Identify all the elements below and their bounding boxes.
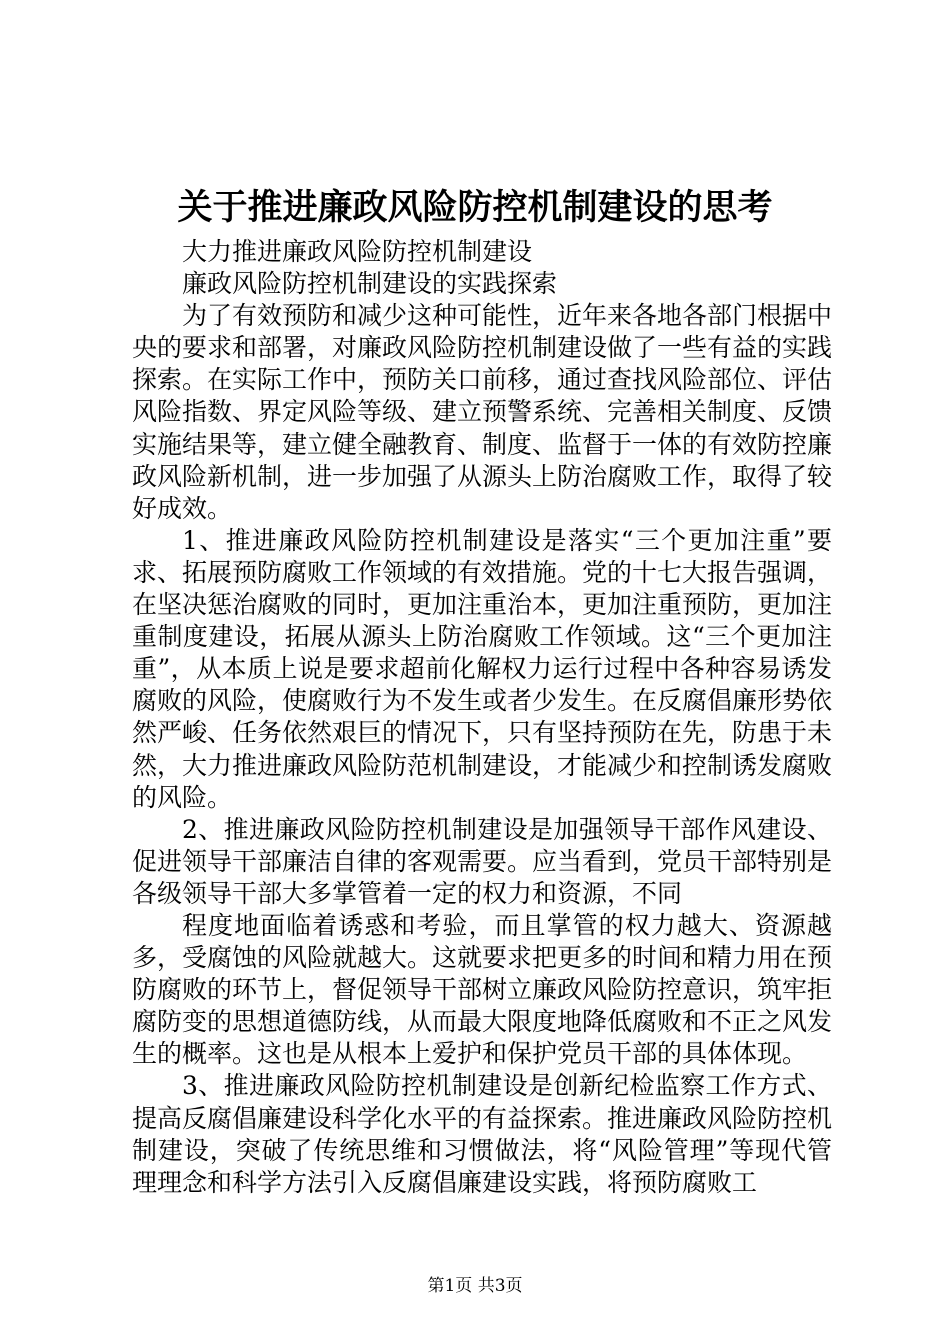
subtitle-1: 大力推进廉政风险防控机制建设 [182, 237, 533, 266]
paragraph-intro: 为了有效预防和减少这种可能性，近年来各地各部门根据中央的要求和部署，对廉政风险防控机制建设做了一些有益的实践探索。在实际工作中，预防关口前移，通过查找风险部位、评估风险指数、界定风险等级、建立预警系统、完善相关制度、反馈实施结果等，建立健全融教育、制度、监督于一体的有效防控廉政风险新机制，进一步加强了从源头上防治腐败工作，取得了较好成效。 [132, 301, 833, 523]
document-title: 关于推进廉政风险防控机制建设的思考 [177, 187, 773, 228]
paragraph-point-1: 1、推进廉政风险防控机制建设是落实“三个更加注重”要求、拓展预防腐败工作领域的有效措施。党的十七大报告强调，在坚决惩治腐败的同时，更加注重治本，更加注重预防，更加注重制度建设，拓展从源头上防治腐败工作领域。这“三个更加注重”，从本质上说是要求超前化解权力运行过程中各种容易诱发腐败的风险，使腐败行为不发生或者少发生。在反腐倡廉形势依然严峻、任务依然艰巨的情况下，只有坚持预防在先，防患于未然，大力推进廉政风险防范机制建设，才能减少和控制诱发腐败的风险。 [132, 525, 833, 812]
paragraph-point-3: 3、推进廉政风险防控机制建设是创新纪检监察工作方式、提高反腐倡廉建设科学化水平的有益探索。推进廉政风险防控机制建设，突破了传统思维和习惯做法，将“风险管理”等现代管理理念和科学方法引入反腐倡廉建设实践，将预防腐败工 [132, 1071, 833, 1197]
paragraph-point-2: 2、推进廉政风险防控机制建设是加强领导干部作风建设、促进领导干部廉洁自律的客观需要。应当看到，党员干部特别是各级领导干部大多掌管着一定的权力和资源，不同 [132, 814, 833, 908]
page-number: 第1页 共3页 [427, 1276, 523, 1296]
document-body [132, 236, 832, 1199]
paragraph-point-2-continued: 程度地面临着诱惑和考验，而且掌管的权力越大、资源越多，受腐蚀的风险就越大。这就要求把更多的时间和精力用在预防腐败的环节上，督促领导干部树立廉政风险防控意识，筑牢拒腐防变的思想道德防线，从而最大限度地降低腐败和不正之风发生的概率。这也是从根本上爱护和保护党员干部的具体体现。 [132, 910, 833, 1069]
subtitle-2: 廉政风险防控机制建设的实践探索 [182, 269, 558, 299]
